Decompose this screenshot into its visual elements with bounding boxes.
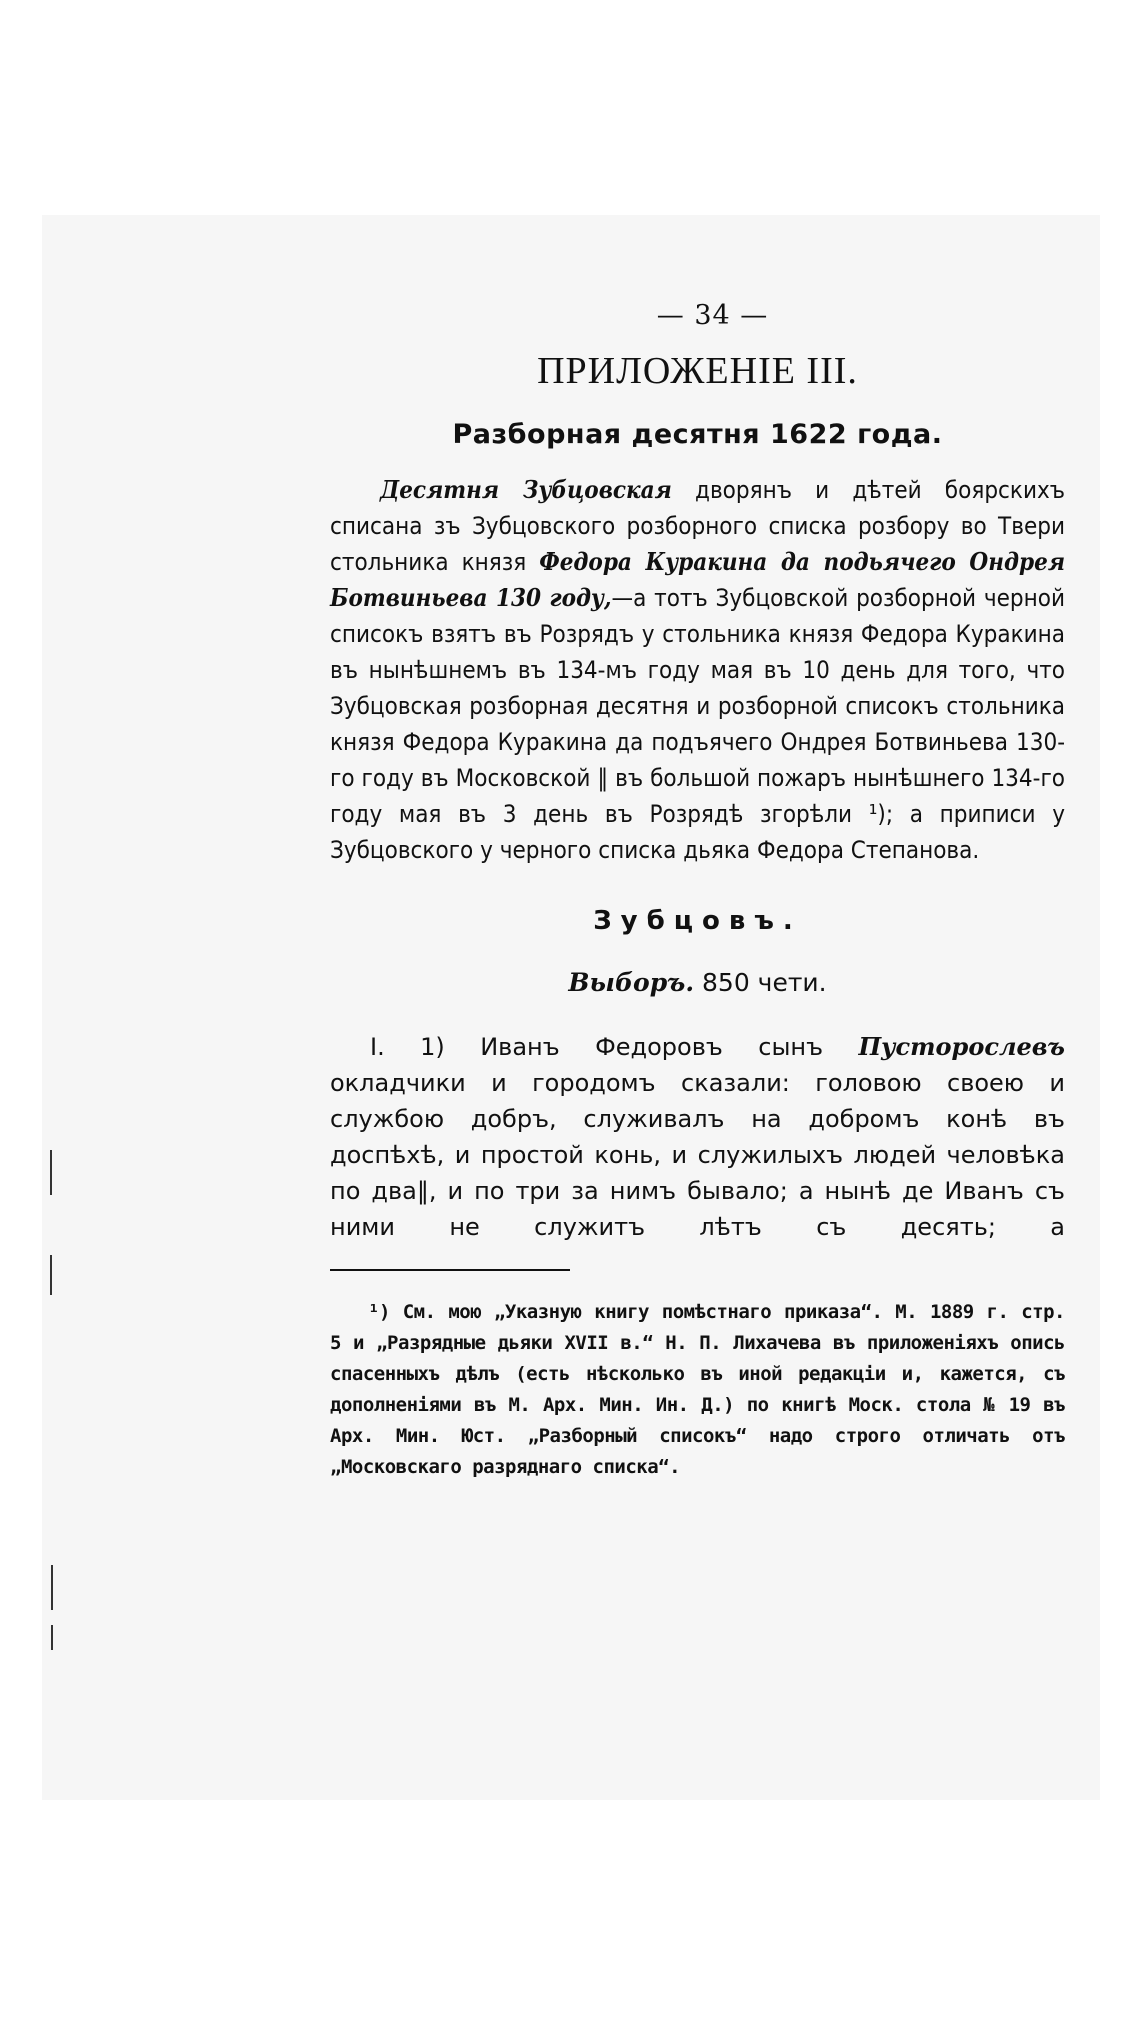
footnote: ¹) См. мою „Указную книгу помѣстнаго приказа“. М. 1889 г. стр. 5 и „Разрядные дьяки XVII в.“ Н. П. Лихачева въ приложеніяхъ опись спасенныхъ дѣлъ (есть нѣсколько въ иной редакціи и, кажется, съ дополненіями въ М. Арх. Мин. Ин. Д.) по книгѣ Моск. стола № 19 въ Арх. Мин. Юст. „Разборный списокъ“ надо строго отличать отъ „Московскаго разряднаго списка“. <box>330 1301 1065 1478</box>
intro-italic-mid: Федора Куракина да подьячего Ондрея Ботвиньева 130 году, <box>330 547 1066 612</box>
footnote-divider <box>330 1269 570 1271</box>
intro-italic-start: Десятня Зубцовская <box>380 475 672 504</box>
scan-mark <box>51 1625 53 1650</box>
entry-paragraph <box>330 1029 1065 1245</box>
appendix-title: ПРИЛОЖЕНІЕ III. <box>537 350 858 392</box>
intro-text-1: дворянъ и дѣтей боярскихъ списана зъ Зубцовского розборного списка розбору во Твери стольника князя <box>330 476 1065 576</box>
scan-mark <box>50 1255 52 1295</box>
entry-italic-name: Пустороcлевъ <box>858 1032 1065 1061</box>
category-text: 850 чети. <box>694 968 827 997</box>
scan-mark <box>50 1150 52 1195</box>
page-number: — 34 — <box>656 300 769 331</box>
document-page <box>330 300 1065 1502</box>
section-title: Разборная десятня 1622 года. <box>452 419 943 450</box>
intro-paragraph <box>330 472 1065 868</box>
entry-text-1: I. 1) Иванъ Федоровъ сынъ <box>370 1033 859 1061</box>
scan-mark <box>51 1565 53 1610</box>
category-heading <box>330 968 1065 997</box>
name-heading: Зубцовъ. <box>593 906 802 936</box>
intro-text-2: —а тотъ Зубцовской розборной черной списокъ взятъ въ Розрядъ у стольника князя Федора Куракина въ нынѣшнемъ въ 134-мъ году мая въ 10 день для того, что Зубцовская розборная десятня и розборной списокъ стольника князя Федора Куракина да подъячего Ондрея Ботвиньева 130-го году въ Московской ‖ въ большой пожаръ нынѣшнего 134-го году мая въ 3 день въ Розрядѣ згорѣли ¹); а приписи у Зубцовского у черного списка дьяка Федора Степанова. <box>330 584 1065 864</box>
category-italic: Выборъ. <box>568 968 695 997</box>
entry-text-2: окладчики и городомъ сказали: головою своею и службою добръ, служивалъ на добромъ конѣ въ доспѣхѣ, и простой конь, и служилыхъ людей человѣка по два‖, и по три за нимъ бывало; а нынѣ де Иванъ съ ними не служитъ лѣтъ съ десять; а <box>330 1069 1065 1241</box>
